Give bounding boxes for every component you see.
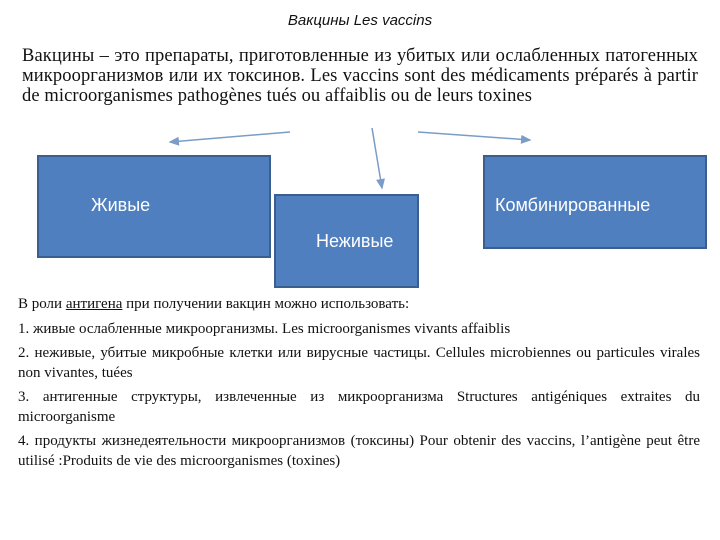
non-live-vaccines-label: Неживые — [316, 231, 394, 251]
antigen-intro: В роли антигена при получении вакцин можно использовать: — [18, 296, 410, 312]
combined-vaccines-box — [483, 155, 707, 249]
combined-vaccines-label: Комбинированные — [495, 195, 651, 215]
live-vaccines-box — [37, 155, 271, 258]
list-item: 2. неживые, убитые микробные клетки или вирусные частицы. Cellules microbiennes ou particules virales non vivantes, tuées — [18, 345, 700, 381]
arrow-to-dead — [372, 128, 382, 188]
slide-title: Вакцины Les vaccins — [287, 12, 433, 29]
list-item: 4. продукты жизнедеятельности микроорганизмов (токсины) Pour obtenir des vaccins, l’antigène peut être utilisé :Produits de vie des microorganismes (toxines) — [18, 433, 700, 469]
arrow-to-live — [170, 132, 290, 142]
arrow-to-combined — [418, 132, 530, 140]
antigen-term: антигена — [65, 296, 123, 312]
live-vaccines-label: Живые — [91, 195, 151, 215]
list-item: 1. живые ослабленные микроорганизмы. Les microorganismes vivants affaiblis — [18, 321, 511, 337]
list-item: 3. антигенные структуры, извлеченные из микроорганизма Structures antigéniques extraites du microorganisme — [18, 389, 700, 425]
antigen-section — [18, 294, 700, 475]
non-live-vaccines-box — [274, 194, 419, 288]
intro-paragraph: Вакцины – это препараты, приготовленные из убитых или ослабленных патогенных микроорганизмов или их токсинов. Les vaccins sont des médicaments préparés à partir de microorganismes pathogènes tués ou affaiblis ou de leurs toxines — [22, 46, 698, 106]
